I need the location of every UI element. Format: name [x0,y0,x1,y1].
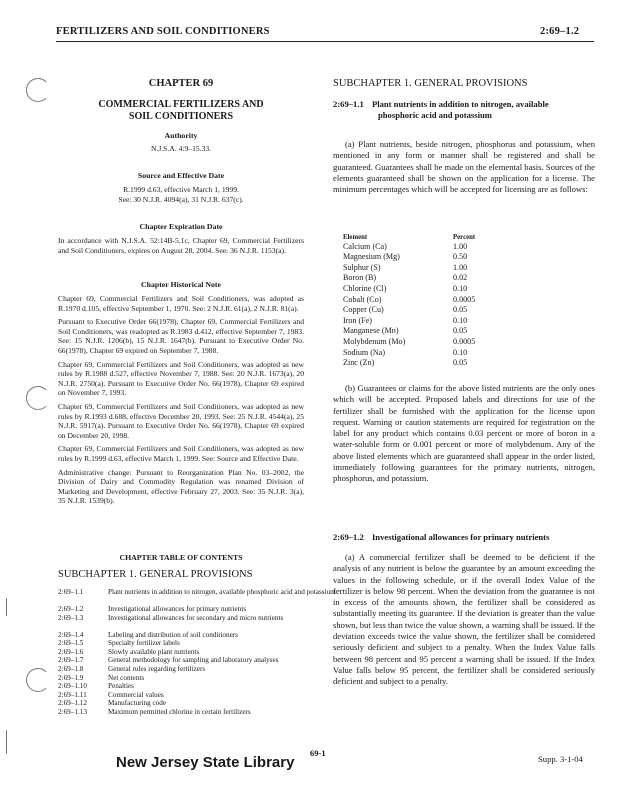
table-cell-percent: 0.10 [453,347,468,357]
table-cell-element: Manganese (Mn) [343,326,399,336]
toc-entry-number: 2:69–1.11 [58,690,87,699]
table-header-element: Element [343,234,368,241]
section-1-1-heading [333,99,595,121]
section-number: 2:69–1.2 [333,532,364,542]
table-cell-element: Iron (Fe) [343,315,372,325]
toc-entry-number: 2:69–1.1 [58,588,84,596]
source-text [58,185,304,204]
expiration-heading: Chapter Expiration Date [139,222,223,231]
toc-entry-number: 2:69–1.9 [58,673,84,682]
toc-entry-number: 2:69–1.5 [58,639,84,648]
toc-entry-number: 2:69–1.12 [58,699,87,708]
history-paragraph: Chapter 69, Commercial Fertilizers and Soil Conditioners, was adopted as new rules by R.1999 d.63, effective March 1, 1999. See: Source and Effective Date. [58,444,304,463]
running-header-section: 2:69–1.2 [540,26,580,37]
source-heading: Source and Effective Date [137,171,225,180]
table-cell-percent: 1.00 [453,262,468,272]
toc-entry-number: 2:69–1.13 [58,708,87,716]
section-1-1-paragraph-a: (a) Plant nutrients, beside nitrogen, phosphorus and potassium, when mentioned in any form or manner shall be registered and shall be guaranteed. Guarantees shall be made on the elemental basis. Sources of the elements guaranteed shall be shown on the application for a license. The minimum percentages which will be accepted for licensing are as follows: [333,139,595,195]
binder-hole-middle [26,386,50,410]
section-title: Investigational allowances for primary nutrients [371,532,550,542]
toc-entry-title: Slowly available plant nutrients [108,647,200,656]
margin-mark [6,598,7,616]
toc-entry-number: 2:69–1.2 [58,605,84,613]
chapter-title-line2: SOIL CONDITIONERS [128,111,234,122]
expiration-text: In accordance with N.J.S.A. 52:14B-5.1c, Chapter 69, Commercial Fertilizers and Soil Conditioners, expires on August 28, 2004. See: 36 N.J.R. 1153(a). [58,236,304,255]
toc-entry-number: 2:69–1.7 [58,656,84,665]
margin-mark [6,730,7,754]
toc-entry-title: Manufacturing code [108,699,167,708]
library-stamp: New Jersey State Library [116,754,295,771]
table-cell-percent: 0.0005 [453,336,476,346]
table-cell-element: Molybdenum (Mo) [343,336,406,346]
table-cell-element: Cobalt (Co) [343,294,382,304]
binder-hole-bottom [26,668,50,692]
running-header-title: FERTILIZERS AND SOIL CONDITIONERS [56,26,270,37]
header-rule [56,41,594,42]
chapter-title [58,99,304,123]
chapter-number: CHAPTER 69 [148,78,214,89]
history-paragraph: Pursuant to Executive Order 66(1978), Chapter 69, Commercial Fertilizers and Soil Conditioners, was readopted as R.1983 d.412, effective September 7, 1983. See: 15 N.J.R. 1206(b), 15 N.J.R. 1647(b). Pursuant to Executive Order No. 66(1978), Chapter 69 expired on September 7, 1988. [58,317,304,355]
toc-entry-title: General rules regarding fertilizers [108,665,206,673]
nutrient-table [343,233,543,373]
toc-subchapter: SUBCHAPTER 1. GENERAL PROVISIONS [58,569,253,580]
section-1-2-heading [333,532,595,542]
toc-entry-title: Investigational allowances for primary nutrients [108,605,247,613]
table-cell-percent: 0.05 [453,305,468,315]
toc-entry-title: Maximum permitted chlorine in certain fertilizers [108,708,251,716]
table-cell-percent: 0.10 [453,283,468,293]
toc-entry-title: Commercial values [108,690,164,699]
table-cell-element: Copper (Cu) [343,305,384,315]
toc-entry-number: 2:69–1.6 [58,647,84,656]
toc-entry-number: 2:69–1.3 [58,613,84,622]
table-cell-element: Sulphur (S) [343,262,381,272]
history-paragraph: Chapter 69, Commercial Fertilizers and Soil Conditioners, was adopted as new rules by R.1993 d.688, effective December 20, 1993. See: 25 N.J.R. 4544(a), 25 N.J.R. 5917(a). Pursuant to Executive Order No. 66(1978), Chapter 69 expired on December 20, 1998. [58,401,304,440]
section-number: 2:69–1.1 [333,99,364,109]
toc-entry-title: Plant nutrients in addition to nitrogen, available phosphoric acid and potassium [108,588,336,596]
table-cell-element: Boron (B) [343,273,377,283]
section-1-2-paragraph-a: (a) A commercial fertilizer shall be deemed to be deficient if the analysis of any nutrient is below the guarantee by an amount exceeding the values in the following schedule, or if the overall Index Value of the fertilizer is below 98 percent. When the deviation from the guarantee is not in excess of the amounts shown, the fertilizer shall be considered as substantially meeting its guarantee. If the deviation is greater than the value shown, but less than twice the value shown, a warning shall be issued. If the deviation exceeds twice the value shown, the fertilizer shall be considered seriously deficient and subject to a penalty. When the Index Value falls between 98 percent and 95 percent a warning shall be issued. If the Index Value falls below 95 percent, the fertilizer shall be considered seriously deficient and subject to a penalty. [333,552,595,687]
toc-entry-title: Specialty fertilizer labels [108,639,180,648]
toc-entry-title: Penalties [108,682,134,691]
toc-entry-title: General methodology for sampling and laboratory analyses [108,656,279,665]
authority-heading: Authority [164,131,198,140]
table-header-percent: Percent [453,234,476,241]
chapter-title-line1: COMMERCIAL FERTILIZERS AND [98,99,264,110]
page-number: 69-1 [310,748,326,758]
source-line: R.1999 d.63, effective March 1, 1999. [123,185,239,194]
table-cell-element: Calcium (Ca) [343,241,387,251]
table-cell-percent: 0.05 [453,326,468,336]
table-cell-percent: 0.02 [453,273,468,283]
subchapter-heading: SUBCHAPTER 1. GENERAL PROVISIONS [333,78,528,89]
table-cell-element: Chlorine (Cl) [343,283,387,293]
history-paragraph: Chapter 69, Commercial Fertilizers and Soil Conditioners, was adopted as R.1970 d.105, effective September 1, 1970. See: 2 N.J.R. 61(a), 2 N.J.R. 81(a). [58,294,304,313]
authority-text: N.J.S.A. 4:9–15.33. [150,144,212,153]
section-1-1-paragraph-b: (b) Guarantees or claims for the above listed nutrients are the only ones which will be accepted. Proposed labels and directions for use of the fertilizer shall be furnished with the application for the license upon request. Warning or caution statements are required for registration on the label for any product which contains 0.03 percent or more of boron in a water-soluble form or 0.001 percent or more of molybdenum. Any of the above listed elements which are guaranteed shall appear in the order listed, immediately following guarantees for the primary nutrients, nitrogen, phosphorus, and potassium. [333,383,595,484]
supplement-date: Supp. 3-1-04 [538,754,583,764]
section-title: Plant nutrients in addition to nitrogen, available [371,99,549,109]
binder-hole-top [26,78,50,102]
history-heading: Chapter Historical Note [141,280,221,289]
history-notes [58,294,304,506]
toc-entry-number: 2:69–1.8 [58,665,84,673]
table-cell-percent: 0.10 [453,315,468,325]
toc-entry-title: Labeling and distribution of soil conditioners [108,630,238,639]
table-cell-percent: 0.50 [453,252,468,262]
toc-entry-title: Net contents [108,673,145,682]
table-cell-element: Sodium (Na) [343,347,386,357]
table-cell-percent: 0.0005 [453,294,476,304]
table-cell-element: Zinc (Zn) [343,358,375,368]
history-paragraph: Chapter 69, Commercial Fertilizers and Soil Conditioners, was adopted as new rules by R.1988 d.527, effective November 7, 1988. See: 20 N.J.R. 1673(a), 20 N.J.R. 2750(a). Pursuant to Executive Order No. 66(1978), Chapter 69 expired on November 7, 1993. [58,359,304,398]
section-title-continued: phosphoric acid and potassium [378,110,492,120]
toc-entry-title: Investigational allowances for secondary and micro nutrients [108,613,284,622]
table-cell-percent: 1.00 [453,241,468,251]
toc-heading: CHAPTER TABLE OF CONTENTS [119,553,243,562]
toc-entry-number: 2:69–1.10 [58,682,87,691]
toc-entry-number: 2:69–1.4 [58,630,84,639]
history-paragraph: Administrative change: Pursuant to Reorganization Plan No. 03–2002, the Division of Dairy and Commodity Regulation was renamed Division of Marketing and Development, effective February 27, 2003. See: 35 N.J.R. 3(a), 35 N.J.R. 1539(b). [58,467,304,506]
table-cell-percent: 0.05 [453,358,468,368]
source-line: See: 30 N.J.R. 4094(a), 31 N.J.R. 637(c). [118,194,244,204]
table-cell-element: Magnesium (Mg) [343,252,400,262]
